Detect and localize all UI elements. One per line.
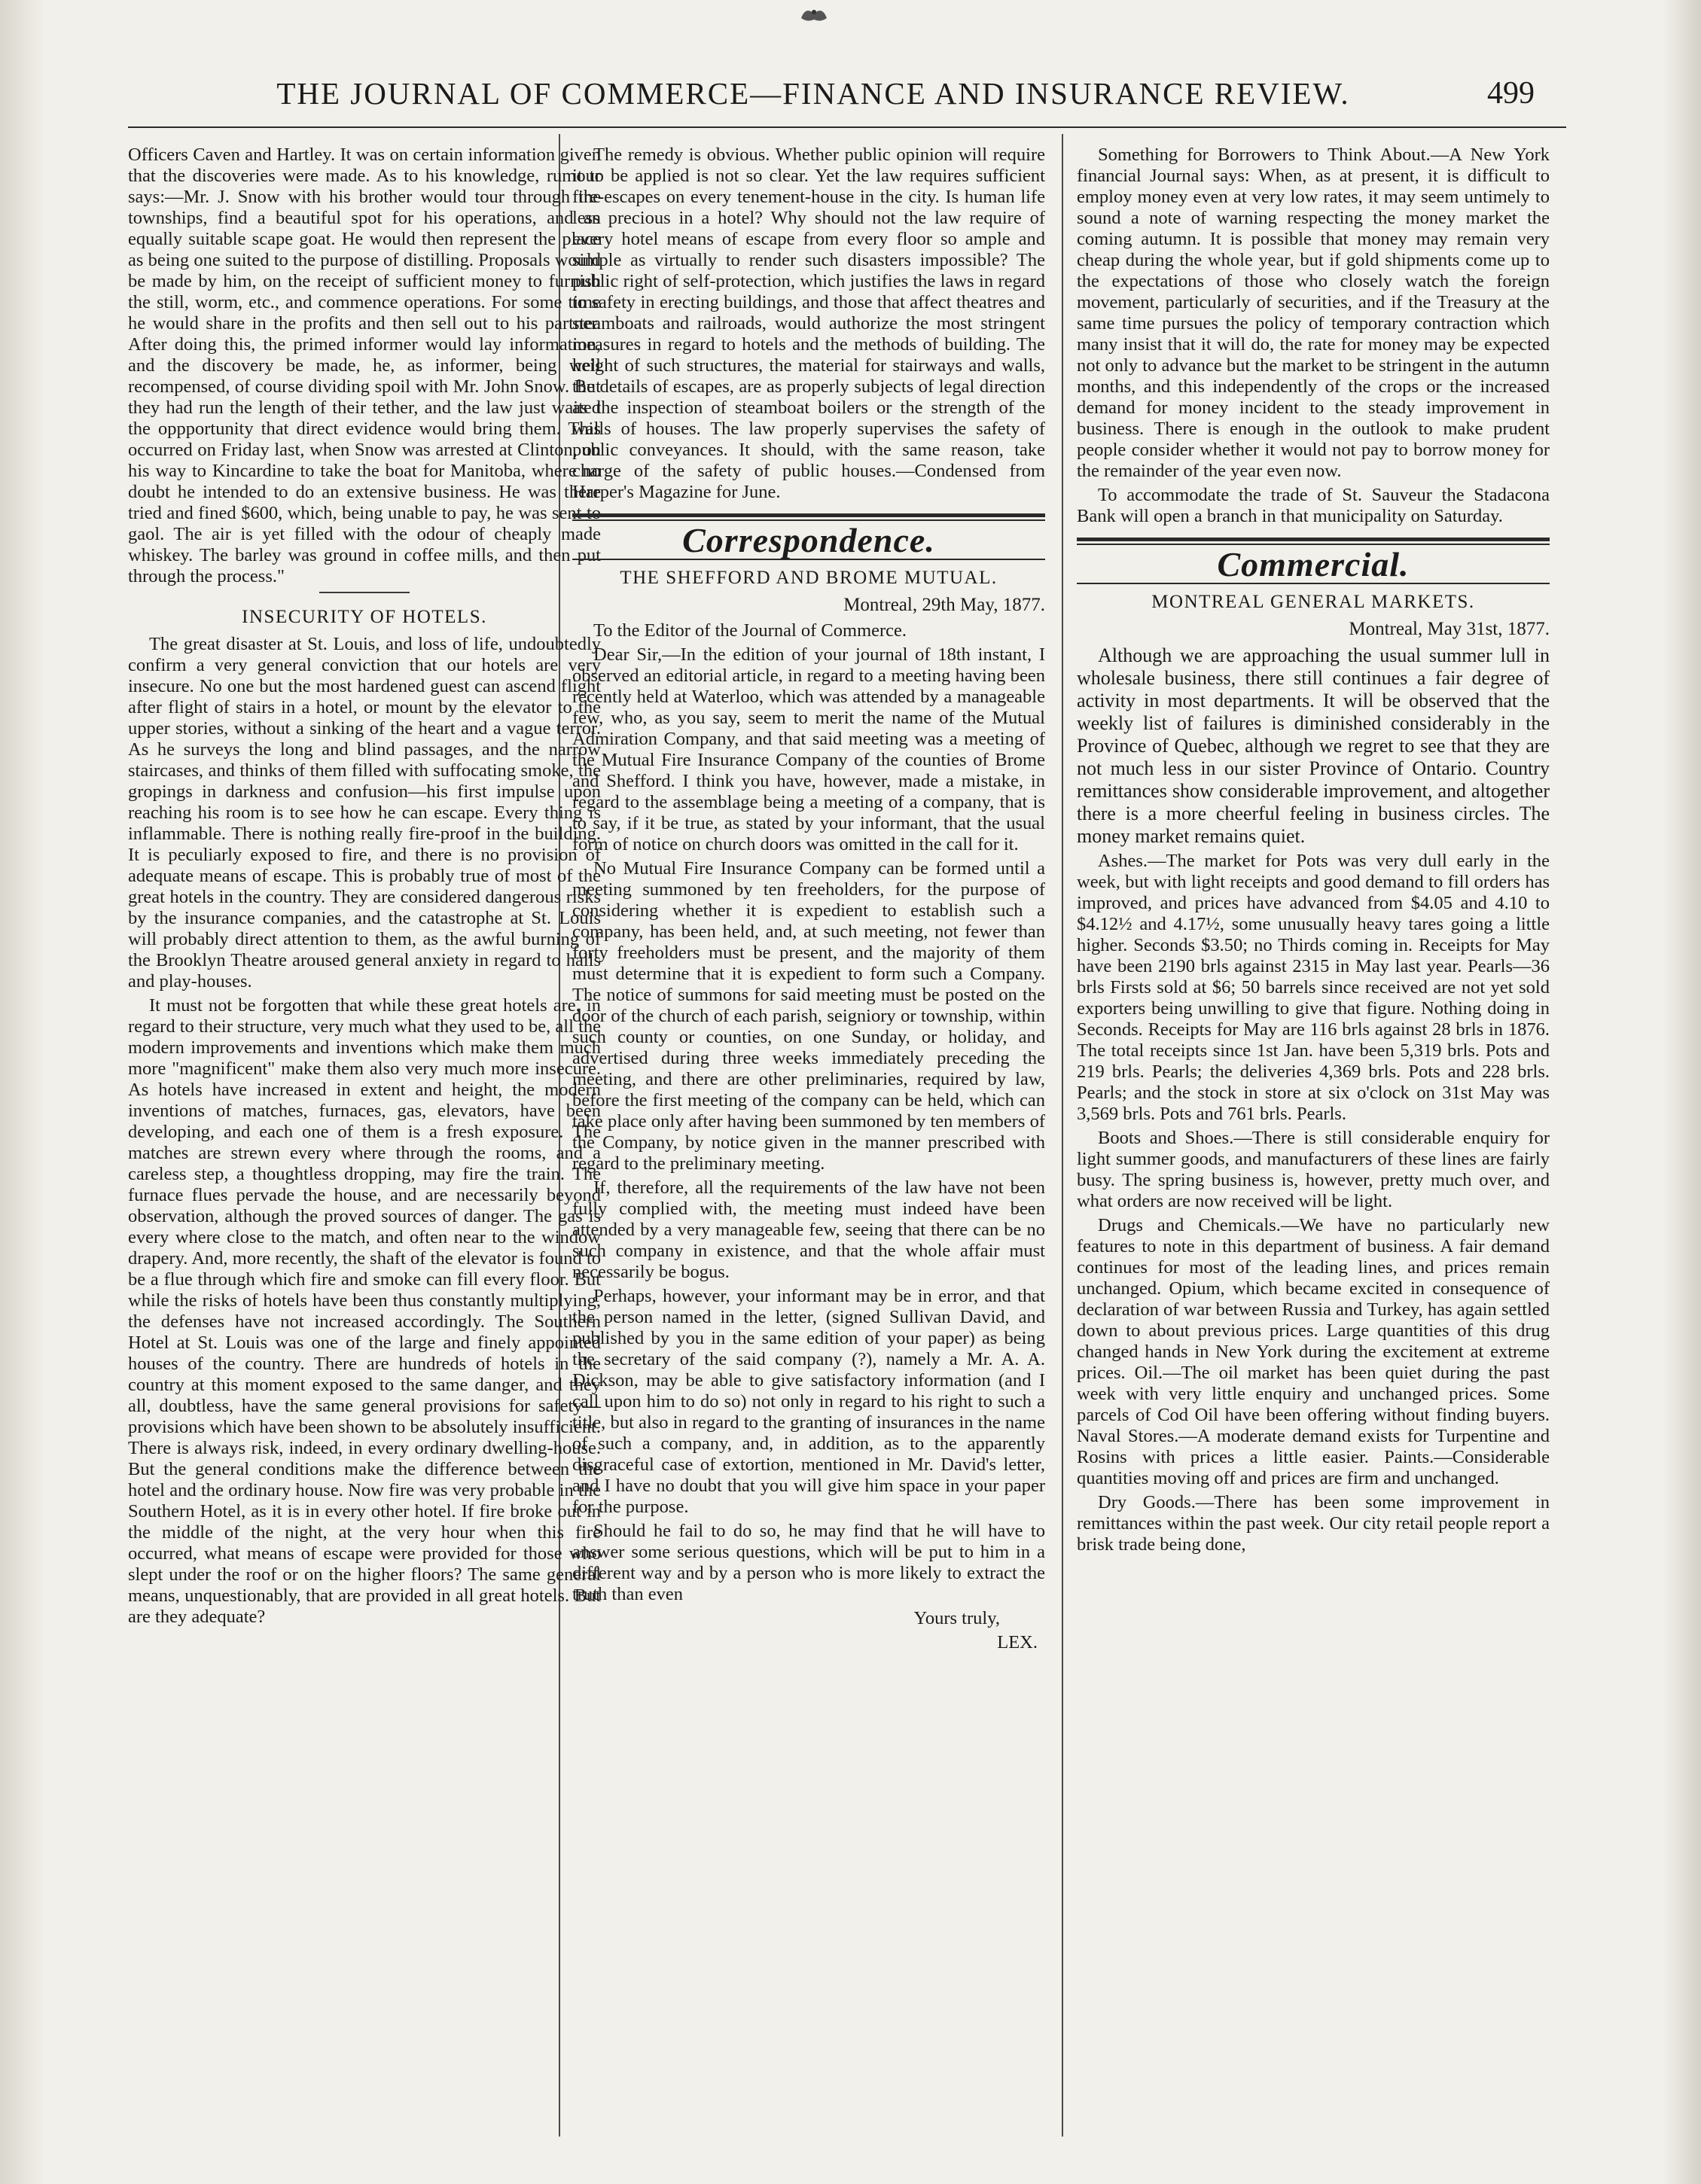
paragraph: If, therefore, all the requirements of the law have not been fully complied with, the meeting must indeed have been attended by a very manageable few, seeing that there can be no such company in existence, and that the whole affair must necessarily be bogus.	[572, 1177, 1045, 1282]
paragraph: Ashes.—The market for Pots was very dull early in the week, but with light receipts and good demand to fill orders has improved, and prices have advanced from $4.05 and 4.10 to $4.12½ and 4.17½, some unusually heavy tares going a little higher. Seconds $3.50; no Thirds coming in. Receipts for May have been 2190 brls against 2315 in May last year. Pearls—36 brls Firsts sold at $6; 50 barrels since received are not yet sold exporters being unwilling to give that figure. Nothing doing in Seconds. Receipts for May are 116 brls against 28 brls in 1876. The total receipts since 1st Jan. have been 5,319 brls. Pots and 219 brls. Pearls; the deliveries 4,369 brls. Pots and 228 brls. Pearls; and the stock in store at six o'clock on 31st May was 3,569 brls. Pots and 761 brls. Pearls.	[1077, 851, 1550, 1124]
column-right	[1077, 145, 1550, 1558]
printer-ornament-icon	[798, 3, 830, 26]
page-number: 499	[1487, 76, 1535, 111]
paragraph: Drugs and Chemicals.—We have no particularly new features to note in this department of business. A fair demand continues for most of the leading lines, and prices remain unchanged. Opium, which became excited in consequence of declaration of war between Russia and Turkey, has again settled down to about previous prices. Large quantities of this drug changed hands in New York during the excitement at extreme prices. Oil.—The oil market has been quiet during the past week with very little enquiry and unchanged prices. Some parcels of Cod Oil have been offering without finding buyers. Naval Stores.—A moderate demand exists for Turpentine and Rosins with prices a little easier. Paints.—Considerable quantities moving off and prices are firm and unchanged.	[1077, 1215, 1550, 1488]
letter-dateline: Montreal, 29th May, 1877.	[843, 595, 1045, 615]
paragraph: To accommodate the trade of St. Sauveur the Stadacona Bank will open a branch in that municipality on Saturday.	[1077, 485, 1550, 526]
headline-montreal-general-markets: MONTREAL GENERAL MARKETS.	[1151, 592, 1475, 612]
letter-addressee: To the Editor of the Journal of Commerce.	[593, 620, 907, 641]
section-rule	[1077, 538, 1550, 545]
paragraph: The great disaster at St. Louis, and loss of life, undoubtedly confirm a very general conviction that our hotels are very insecure. No one but the most hardened guest can ascend flight after flight of stairs in a hotel, or mount by the elevator to the upper stories, without a sinking of the heart and a vague terror. As he surveys the long and blind passages, and the narrow staircases, and thinks of them filled with suffocating smoke, the gropings in darkness and confusion—his first impulse upon reaching his room is to see how he can escape. Every thing is inflammable. There is nothing really fire-proof in the building. It is peculiarly exposed to fire, and there is no provision of adequate means of escape. This is probably true of most of the great hotels in the country. They are considered dangerous risks by the insurance companies, and the catastrophe at St. Louis will probably direct attention to them, as the awful burning of the Brooklyn Theatre aroused general anxiety in regard to halls and play-houses.	[128, 634, 601, 991]
article-end-rule	[319, 592, 410, 593]
report-dateline: Montreal, May 31st, 1877.	[1349, 619, 1550, 639]
paragraph: Boots and Shoes.—There is still considerable enquiry for light summer goods, and manufacturers of these lines are fairly busy. The spring business is, however, pretty much over, and what orders are now received will be light.	[1077, 1128, 1550, 1211]
paragraph: Dry Goods.—There has been some improvement in remittances within the past week. Our city retail people report a brisk trade being done,	[1077, 1492, 1550, 1555]
headline-insecurity-of-hotels: INSECURITY OF HOTELS.	[242, 607, 487, 627]
header-rule	[128, 126, 1566, 128]
column-middle	[572, 145, 1045, 1656]
headline-shefford-brome-mutual: THE SHEFFORD AND BROME MUTUAL.	[620, 568, 998, 588]
paragraph: Dear Sir,—In the edition of your journal of 18th instant, I observed an editorial article, in regard to a meeting having been recently held at Waterloo, which was attended by a manageable few, who, as you say, seem to merit the name of the Mutual Admiration Company, and that said meeting was a meeting of the Mutual Fire Insurance Company of the counties of Brome and Shefford. I think you have, however, made a mistake, in regard to the assemblage being a meeting of a company, that is to say, if it be true, as stated by your informant, that the usual form of notice on church doors was omitted in the call for it.	[572, 644, 1045, 854]
letter-signature: LEX.	[997, 1632, 1038, 1652]
running-title: THE JOURNAL OF COMMERCE—FINANCE AND INSURANCE REVIEW.	[276, 76, 1350, 111]
paragraph: Although we are approaching the usual summer lull in wholesale business, there still continues a fair degree of activity in most departments. It will be observed that the weekly list of failures is diminished considerably in the Province of Quebec, although we regret to see that they are not much less in our sister Province of Ontario. Country remittances show considerable improvement, and altogether there is a more cheerful feeling in business circles. The money market remains quiet.	[1077, 644, 1550, 847]
paragraph: Perhaps, however, your informant may be in error, and that the person named in the letter, (signed Sullivan David, and published by you in the same edition of your paper) as being the secretary of the said company (?), namely a Mr. A. A. Dickson, may be able to give satisfactory information (and I call upon him to do so) not only in regard to his right to such a title, but also in regard to the granting of insurances in the name of such a company, and, in addition, as to the apparently disgraceful case of extortion, mentioned in Mr. David's letter, and I have no doubt that you will give him space in your paper for the purpose.	[572, 1286, 1045, 1517]
column-left	[128, 145, 601, 1631]
page-header	[271, 75, 1701, 120]
section-rule	[572, 513, 1045, 521]
section-title-correspondence: Correspondence.	[682, 521, 935, 559]
paragraph: Should he fail to do so, he may find that he will have to answer some serious questions, which will be put to him in a different way and by a person who is more likely to extract the truth than even	[572, 1521, 1045, 1604]
paragraph: It must not be forgotten that while these great hotels are, in regard to their structure, very much what they used to be, all the modern improvements and inventions which make them much more "magnificent" make them also very much more insecure. As hotels have increased in extent and height, the modern inventions of matches, furnaces, gas, elevators, have been developing, and each one of them is a fresh exposure. The matches are strewn every where through the rooms, and a careless step, a thoughtless dropping, may fire the train. The furnace flues pervade the house, and are necessarily beyond observation, although the proved sources of danger. The gas is every where close to the match, and often near to the window drapery. And, more recently, the shaft of the elevator is found to be a flue through which fire and smoke can fill every floor. But while the risks of hotels have been thus constantly multiplying, the defenses have not increased accordingly. The Southern Hotel at St. Louis was one of the large and finely appointed houses of the country. There are hundreds of hotels in the country at this moment exposed to the same danger, and they all, doubtless, have the same general provisions for safety—provisions which have been shown to be absolutely insufficient. There is always risk, indeed, in every ordinary dwelling-house. But the general conditions make the difference between the hotel and the ordinary house. Now fire was very probable in the Southern Hotel, as it is in every other hotel. If fire broke out in the middle of the night, at the very hour when this fire occurred, what means of escape were provided for those who slept under the roof or on the higher floors? The same general means, unquestionably, that are provided in all great hotels. But are they adequate?	[128, 995, 601, 1627]
section-title-commercial: Commercial.	[1217, 545, 1410, 583]
letter-closing: Yours truly,	[913, 1608, 1000, 1628]
paragraph: Something for Borrowers to Think About.—A New York financial Journal says: When, as at present, it is difficult to employ money even at very low rates, it may seem untimely to sound a note of warning respecting the money market the coming autumn. It is possible that money may remain very cheap during the whole year, but if gold shipments come up to the expectations of those who closely watch the foreign movement, particularly of securities, and if the Treasury at the same time pursues the policy of temporary contraction which many insist that it will do, the rate for money may be expected not only to advance but the market to be stringent in the autumn months, and this independently of the crops or the increased demand for money incident to the steady improvement in business. There is enough in the outlook to make prudent people consider whether it would not pay to borrow money for the remainder of the year even now.	[1077, 145, 1550, 481]
article-continuation: Officers Caven and Hartley. It was on certain information given that the discoveries were made. As to his knowledge, rumour says:—Mr. J. Snow with his brother would tour through the townships, find a beautiful spot for his operations, and an equally suitable scape goat. He would then represent the place as being one suited to the purpose of distilling. Proposals would be made by him, on the receipt of sufficient money to furnish the still, worm, etc., and commence operations. For some time he would share in the profits and then sell out to his partner. After doing this, the primed informer would lay information, and the discovery be made, he, as informer, being well recompensed, of course dividing spoil with Mr. John Snow. But they had run the length of their tether, and the law just waited the oppportunity that direct evidence would bring them. This occurred on Friday last, when Snow was arrested at Clinton, on his way to Kincardine to take the boat for Manitoba, where no doubt he intended to do an extensive business. He was there tried and fined $600, which, being unable to pay, he was sent to gaol. The air is yet filled with the odour of cheaply made whiskey. The barley was ground in coffee mills, and then put through the process."	[128, 145, 601, 586]
page-edge-right	[1663, 0, 1701, 2184]
column-rule-right	[1062, 134, 1063, 2137]
page-edge-left	[0, 0, 45, 2184]
paragraph: No Mutual Fire Insurance Company can be formed until a meeting summoned by ten freeholders, for the purpose of considering whether it is expedient to establish such a company, has been held, and, at such meeting, not fewer than forty freeholders must be present, and the majority of them must determine that it is expedient to form such a Company. The notice of summons for said meeting must be posted on the door of the church of each parish, seigniory or township, within such county or counties, on one Sunday, or holiday, and advertised during three weeks immediately preceding the meeting, and there are other preliminaries, required by law, before the first meeting of the company can be held, which can take place only after having been summoned by ten members of the Company, by notice given in the manner prescribed with regard to the preliminary meeting.	[572, 858, 1045, 1174]
paragraph: The remedy is obvious. Whether public opinion will require it to be applied is not so clear. Yet the law requires sufficient fire-escapes on every tenement-house in the city. Is human life less precious in a hotel? Why should not the law require of every hotel means of escape from every floor so ample and simple as virtually to render such disasters impossible? The public right of self-protection, which justifies the laws in regard to safety in erecting buildings, and those that affect theatres and steamboats and railroads, would authorize the most stringent measures in regard to hotels and the methods of building. The height of such structures, the material for stairways and walls, the details of escapes, are as properly subjects of legal direction as the inspection of steamboat boilers or the strength of the walls of houses. The law properly supervises the safety of public conveyances. It should, with the same reason, take charge of the safety of public houses.—Condensed from Harper's Magazine for June.	[572, 145, 1045, 502]
